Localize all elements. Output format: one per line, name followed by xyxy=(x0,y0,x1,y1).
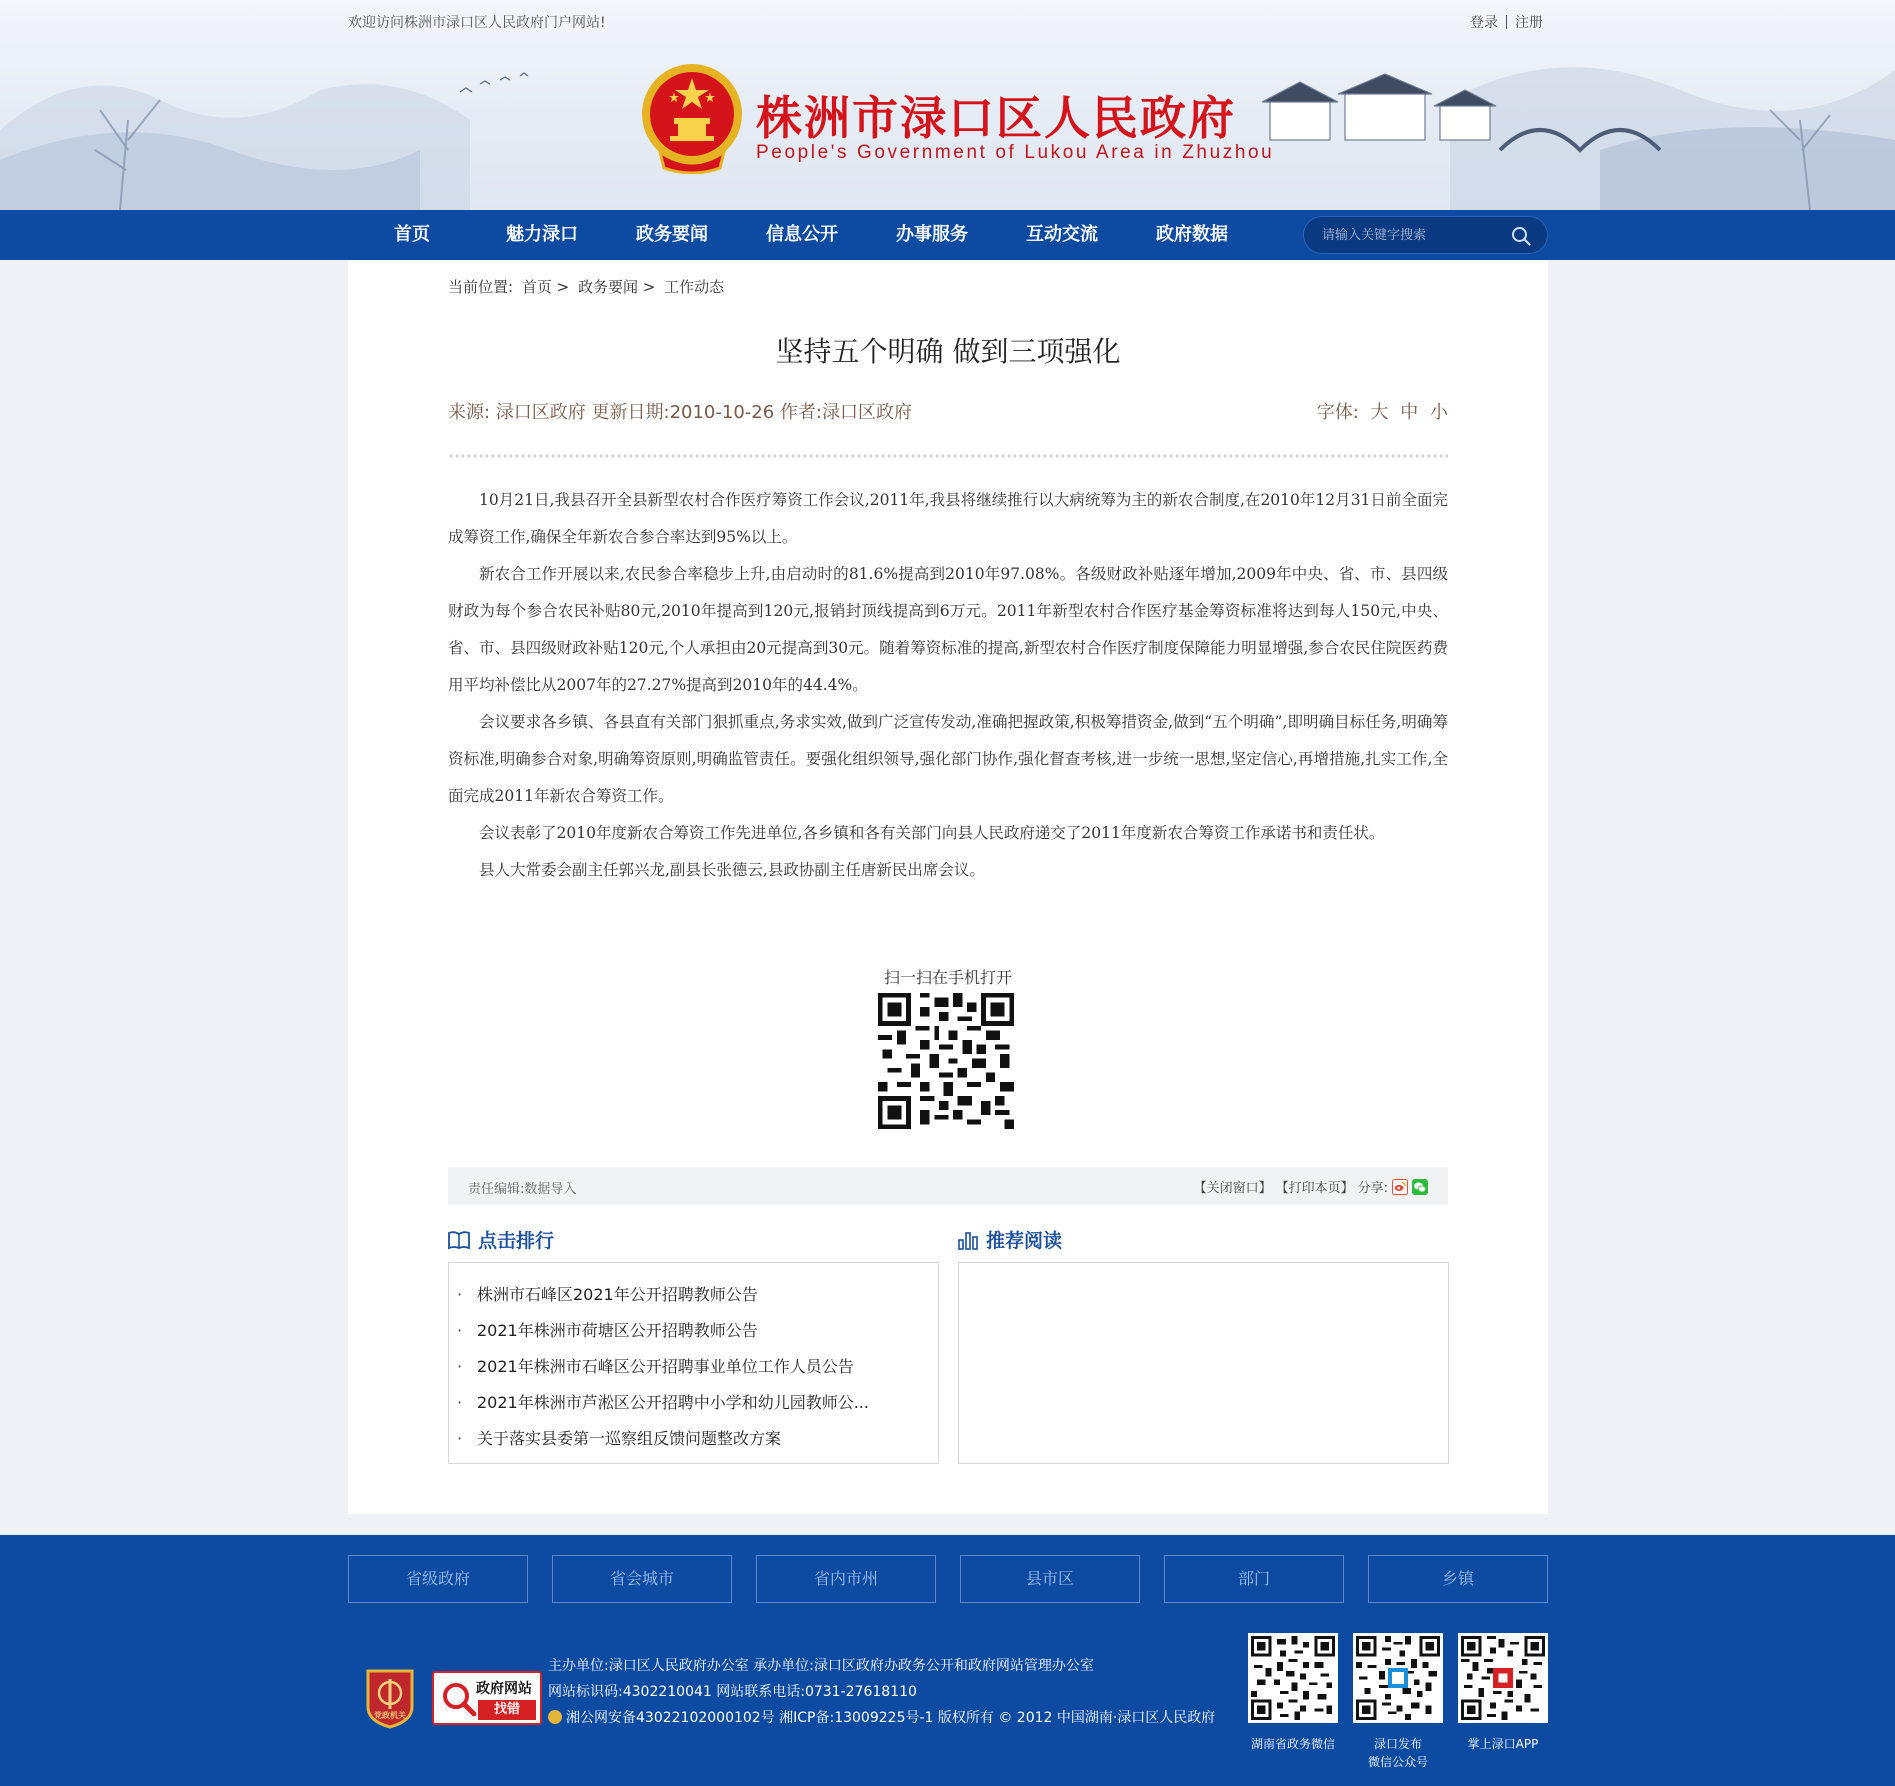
register-link[interactable]: 注册 xyxy=(1515,15,1543,31)
article-body xyxy=(448,482,1448,889)
list-item[interactable] xyxy=(457,1385,938,1421)
nav-item-charm[interactable]: 魅力渌口 xyxy=(506,224,578,245)
ranking-box xyxy=(448,1262,939,1464)
recommended-title: 推荐阅读 xyxy=(986,1230,1063,1252)
dotted-divider xyxy=(448,453,1448,461)
content-panel xyxy=(348,260,1548,1514)
article-paragraph: 新农合工作开展以来,农民参合率稳步上升,由启动时的81.6%提高到2010年97.08%。各级财政补贴逐年增加,2009年中央、省、市、县四级财政为每个参合农民补贴80元,2010年提高到120元,报销封顶线提高到6万元。2011年新型农村合作医疗基金筹资标准将达到每人150元,中央、省、市、县四级财政补贴120元,个人承担由20元提高到30元。随着筹资标准的提高,新型农村合作医疗制度保障能力明显增强,参合农民住院医药费用平均补偿比从2007年的27.27%提高到2010年的44.4%。 xyxy=(448,565,1448,694)
footer-link-departments[interactable]: 部门 xyxy=(1164,1555,1344,1603)
article-paragraph: 会议表彰了2010年度新农合筹资工作先进单位,各乡镇和各有关部门向县人民政府递交了2011年度新农合筹资工作承诺书和责任状。 xyxy=(479,824,1385,842)
article-toolbar xyxy=(448,1167,1448,1205)
article-qr-code xyxy=(878,993,1014,1129)
nav-item-home[interactable]: 首页 xyxy=(394,224,430,245)
bullet: · xyxy=(457,1429,463,1448)
ranking-link[interactable]: 2021年株洲市石峰区公开招聘事业单位工作人员公告 xyxy=(477,1357,854,1376)
search-icon[interactable] xyxy=(1511,226,1531,246)
qr-label-hunan-wechat: 湖南省政务微信 xyxy=(1250,1737,1335,1751)
site-footer xyxy=(0,1535,1895,1786)
search-input[interactable] xyxy=(1322,217,1502,253)
nav-item-data[interactable]: 政府数据 xyxy=(1156,224,1228,245)
footer-info-record xyxy=(548,1705,1215,1731)
list-item[interactable] xyxy=(457,1349,938,1385)
article-paragraph: 县人大常委会副主任郭兴龙,副县长张德云,县政协副主任唐新民出席会议。 xyxy=(479,861,985,879)
ranking-list xyxy=(449,1263,938,1457)
article-meta: 来源: 渌口区政府 更新日期:2010-10-26 作者:渌口区政府 xyxy=(448,402,912,423)
breadcrumb xyxy=(448,276,724,297)
footer-info-contact: 网站标识码:4302210041 网站联系电话:0731-27618110 xyxy=(548,1684,917,1700)
ranking-link[interactable]: 株洲市石峰区2021年公开招聘教师公告 xyxy=(477,1285,758,1304)
bullet: · xyxy=(457,1321,463,1340)
list-item[interactable] xyxy=(457,1313,938,1349)
recommended-header xyxy=(958,1226,1062,1253)
article-tools xyxy=(1194,1177,1428,1196)
findbug-action: 找错 xyxy=(478,1700,536,1720)
national-emblem-icon xyxy=(640,62,744,174)
findbug-title: 政府网站 xyxy=(476,1681,532,1697)
nav-item-services[interactable]: 办事服务 xyxy=(896,224,968,245)
auth-links xyxy=(1470,12,1543,32)
login-link[interactable]: 登录 xyxy=(1470,15,1498,31)
list-item[interactable] xyxy=(457,1277,938,1313)
article-paragraph: 会议要求各乡镇、各县直有关部门狠抓重点,务求实效,做到广泛宣传发动,准确把握政策,积极筹措资金,做到“五个明确”,即明确目标任务,明确筹资标准,明确参合对象,明确筹资原则,明确监管责任。要强化组织领导,强化部门协作,强化督查考核,进一步统一思想,坚定信心,再增措施,扎实工作,全面完成2011年新农合筹资工作。 xyxy=(448,713,1448,805)
footer-link-cities[interactable]: 省内市州 xyxy=(756,1555,936,1603)
qr-label-lukou-app: 掌上渌口APP xyxy=(1467,1737,1539,1751)
footer-link-towns[interactable]: 乡镇 xyxy=(1368,1555,1548,1603)
nav-item-interaction[interactable]: 互动交流 xyxy=(1026,224,1098,245)
magnifier-icon xyxy=(440,1680,478,1718)
breadcrumb-news[interactable]: 政务要闻 xyxy=(578,278,639,296)
qr-label-lukou-wechat: 渌口发布 微信公众号 xyxy=(1367,1737,1428,1769)
breadcrumb-sep: > xyxy=(642,278,656,296)
ranking-header xyxy=(448,1226,554,1253)
qr-scan-label: 扫一扫在手机打开 xyxy=(883,968,1012,987)
ranking-link[interactable]: 关于落实县委第一巡察组反馈问题整改方案 xyxy=(477,1429,782,1448)
auth-divider xyxy=(1506,15,1507,29)
footer-info-record-text: 湘公网安备43022102000102号 湘ICP备:13009225号-1 版权所有 © 2012 中国湖南·渌口区人民政府 xyxy=(566,1710,1216,1726)
font-size-small[interactable]: 小 xyxy=(1430,402,1448,423)
wechat-share-icon[interactable] xyxy=(1412,1179,1428,1195)
party-gov-badge[interactable] xyxy=(364,1667,416,1729)
footer-info xyxy=(548,1653,1215,1731)
bullet: · xyxy=(457,1357,463,1376)
qr-code xyxy=(1353,1633,1443,1723)
qr-code xyxy=(1458,1633,1548,1723)
footer-link-capital[interactable]: 省会城市 xyxy=(552,1555,732,1603)
article-title: 坚持五个明确 做到三项强化 xyxy=(775,335,1121,368)
ranking-link[interactable]: 2021年株洲市芦淞区公开招聘中小学和幼儿园教师公... xyxy=(477,1393,869,1412)
font-size-medium[interactable]: 中 xyxy=(1400,402,1419,423)
main-nav xyxy=(0,210,1895,260)
ranking-title: 点击排行 xyxy=(478,1230,555,1252)
breadcrumb-home[interactable]: 首页 xyxy=(521,278,552,296)
gov-site-findbug-button[interactable] xyxy=(432,1671,542,1725)
breadcrumb-current[interactable]: 工作动态 xyxy=(664,278,725,296)
responsible-editor: 责任编辑:数据导入 xyxy=(468,1182,577,1197)
footer-link-provincial[interactable]: 省级政府 xyxy=(348,1555,528,1603)
site-header xyxy=(0,0,1895,210)
recommended-box xyxy=(958,1262,1449,1464)
bullet: · xyxy=(457,1285,463,1304)
font-size-large[interactable]: 大 xyxy=(1370,402,1389,423)
open-book-icon xyxy=(448,1230,470,1250)
breadcrumb-prefix: 当前位置: xyxy=(448,278,514,296)
site-subtitle: People's Government of Lukou Area in Zhuzhou xyxy=(756,142,1275,163)
party-gov-badge-text: 党政机关 xyxy=(374,1711,406,1720)
weibo-share-icon[interactable] xyxy=(1392,1179,1408,1195)
police-badge-icon xyxy=(548,1710,562,1724)
article-paragraph: 10月21日,我县召开全县新型农村合作医疗筹资工作会议,2011年,我县将继续推行以大病统筹为主的新农合制度,在2010年12月31日前全面完成筹资工作,确保全年新农合参合率达到95%以上。 xyxy=(448,491,1448,546)
nav-item-disclosure[interactable]: 信息公开 xyxy=(766,224,838,245)
qr-code xyxy=(1248,1633,1338,1723)
close-window-link[interactable]: 【关闭窗口】 xyxy=(1193,1181,1272,1196)
list-item[interactable] xyxy=(457,1421,938,1457)
breadcrumb-sep: > xyxy=(556,278,570,296)
font-size-switcher xyxy=(1317,398,1448,424)
font-size-label: 字体: xyxy=(1316,402,1359,423)
bar-chart-icon xyxy=(958,1230,978,1250)
welcome-text: 欢迎访问株洲市渌口区人民政府门户网站! xyxy=(348,15,606,31)
share-label: 分享: xyxy=(1357,1181,1388,1196)
print-page-link[interactable]: 【打印本页】 xyxy=(1275,1181,1354,1196)
ranking-link[interactable]: 2021年株洲市荷塘区公开招聘教师公告 xyxy=(477,1321,758,1340)
nav-item-news[interactable]: 政务要闻 xyxy=(636,224,708,245)
footer-link-counties[interactable]: 县市区 xyxy=(960,1555,1140,1603)
footer-info-sponsor: 主办单位:渌口区人民政府办公室 承办单位:渌口区政府办政务公开和政府网站管理办公室 xyxy=(548,1658,1094,1674)
site-title: 株洲市渌口区人民政府 xyxy=(756,91,1236,145)
bullet: · xyxy=(457,1393,463,1412)
search-box xyxy=(1303,216,1548,254)
